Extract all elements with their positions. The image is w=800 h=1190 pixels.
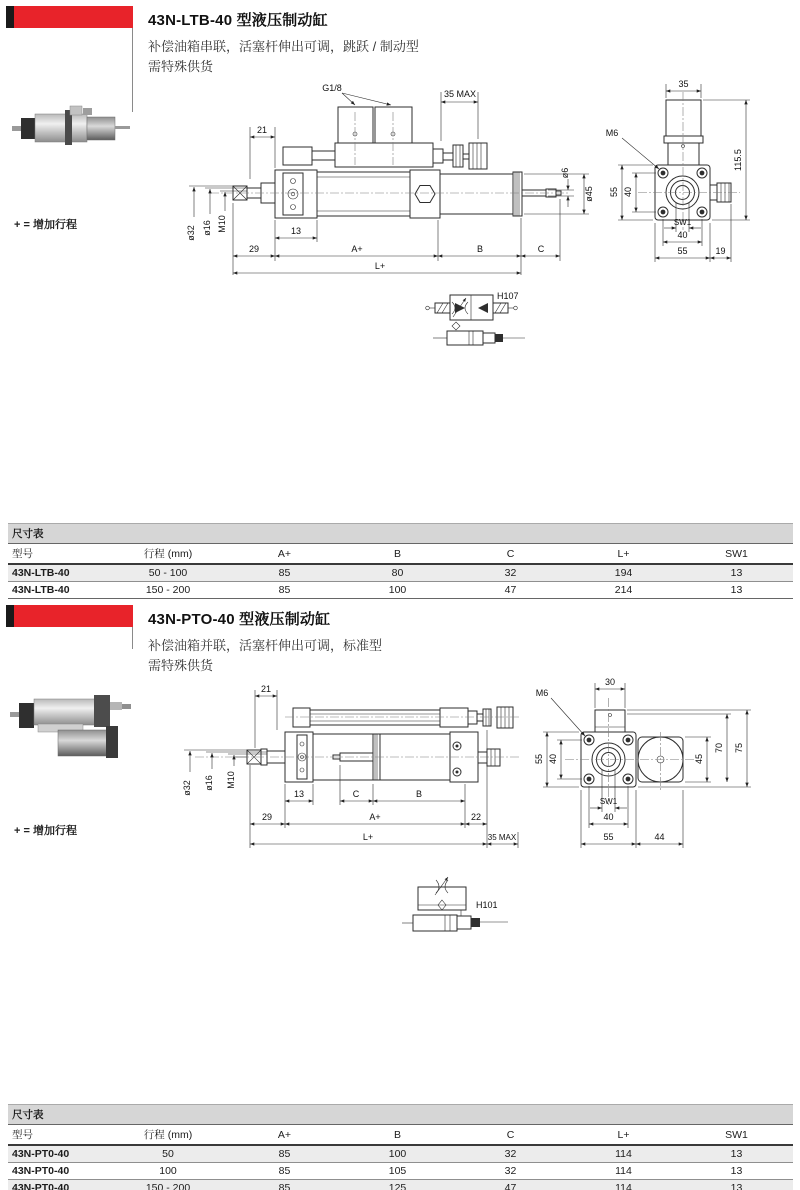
dim-label: ø16	[204, 775, 214, 791]
dims-table-pto	[8, 1104, 793, 1190]
col-header-aplus: A+	[228, 544, 341, 565]
accent-red-block	[14, 605, 133, 627]
table-header-row	[8, 544, 793, 565]
col-header-stroke: 行程 (mm)	[108, 1125, 228, 1146]
col-header-model: 型号	[8, 1125, 108, 1146]
accent-black-block	[6, 605, 14, 627]
col-header-sw1: SW1	[680, 544, 793, 565]
dim-label: 35	[678, 79, 689, 89]
product-photo-pto	[8, 690, 143, 770]
dim-label: ø16	[202, 220, 212, 236]
schematic-label: H101	[476, 900, 498, 910]
section1-desc-line2: 需特殊供货	[148, 59, 214, 74]
col-header-b: B	[341, 544, 454, 565]
product-photo-ltb	[10, 100, 135, 158]
dim-label: 13	[293, 789, 305, 799]
dim-label: B	[476, 244, 484, 254]
dim-label: M6	[535, 688, 549, 698]
dim-label: 21	[256, 125, 268, 135]
col-header-sw1: SW1	[680, 1125, 793, 1146]
col-header-aplus: A+	[228, 1125, 341, 1146]
dim-label: L+	[374, 261, 386, 271]
dim-label: 40	[677, 230, 688, 240]
col-header-stroke: 行程 (mm)	[108, 544, 228, 565]
section2-title: 43N-PTO-40 型液压制动缸	[148, 611, 331, 628]
hydraulic-schematic-h101	[400, 858, 540, 948]
side-view-drawing-ltb	[180, 75, 595, 285]
end-view-drawing-ltb	[598, 78, 798, 290]
dim-label: M10	[226, 771, 236, 789]
dim-label: 40	[603, 812, 614, 822]
dim-label: ø32	[182, 780, 192, 796]
dim-label: 22	[470, 812, 482, 822]
dim-label: ø32	[186, 225, 196, 241]
table-caption: 尺寸表	[8, 524, 793, 544]
dim-label: 29	[248, 244, 260, 254]
dims-table-ltb	[8, 523, 793, 599]
dim-label: A+	[369, 812, 381, 822]
section2-divider-line	[132, 627, 133, 649]
side-view-drawing-pto	[175, 672, 535, 867]
table-caption-row	[8, 524, 793, 544]
dim-label: M6	[605, 128, 619, 138]
hydraulic-schematic-h107	[425, 283, 565, 368]
dim-label: C	[537, 244, 545, 254]
table-row: 43N-PT0-40 100 85 105 32 114 13	[8, 1163, 793, 1180]
dim-label: 75	[734, 742, 744, 754]
table-row: 43N-PT0-40 150 - 200 85 125 47 114 13	[8, 1180, 793, 1190]
dim-label: SW1	[673, 218, 692, 227]
section1-accent-bar	[6, 6, 133, 28]
table-row: 43N-LTB-40 50 - 100 85 80 32 194 13	[8, 564, 793, 582]
dim-label: 40	[623, 186, 633, 198]
col-header-c: C	[454, 1125, 567, 1146]
dim-label: 30	[604, 677, 616, 687]
dim-label: L+	[362, 832, 374, 842]
table-row: 43N-PT0-40 50 85 100 32 114 13	[8, 1145, 793, 1163]
dim-label: 35 MAX	[487, 833, 517, 842]
dim-label: SW1	[599, 797, 618, 806]
dim-label: 55	[603, 832, 614, 842]
dim-label: 29	[261, 812, 273, 822]
dim-label: 55	[534, 753, 544, 765]
dim-label: M10	[217, 215, 227, 233]
section2-desc-line2: 需特殊供货	[148, 658, 214, 673]
dim-label: 21	[260, 684, 272, 694]
dim-label: C	[352, 789, 360, 799]
section1-stroke-note: + = 增加行程	[14, 219, 77, 231]
section2-accent-bar	[6, 605, 133, 627]
table-header-row	[8, 1125, 793, 1146]
dim-label: ø45	[584, 186, 594, 202]
dim-label: B	[415, 789, 423, 799]
dim-label: 115.5	[733, 149, 743, 171]
dim-label: 19	[715, 246, 726, 256]
dim-label: A+	[351, 244, 363, 254]
col-header-c: C	[454, 544, 567, 565]
dim-label: 55	[609, 186, 619, 198]
section2-stroke-note: + = 增加行程	[14, 825, 77, 837]
col-header-b: B	[341, 1125, 454, 1146]
col-header-lplus: L+	[567, 544, 680, 565]
dim-label: 45	[694, 753, 704, 765]
accent-red-block	[14, 6, 133, 28]
table-row: 43N-LTB-40 150 - 200 85 100 47 214 13	[8, 582, 793, 599]
table-caption: 尺寸表	[8, 1105, 793, 1125]
schematic-label: H107	[497, 291, 519, 301]
dim-label: 44	[654, 832, 665, 842]
section1-desc-line1: 补偿油箱串联，活塞杆伸出可调，跳跃 / 制动型	[148, 39, 419, 54]
dim-label: 35 MAX	[443, 89, 477, 99]
dim-label: 70	[714, 742, 724, 754]
col-header-lplus: L+	[567, 1125, 680, 1146]
end-view-drawing-pto	[525, 670, 795, 862]
table-caption-row	[8, 1105, 793, 1125]
dim-label: 13	[290, 226, 302, 236]
dim-label: 55	[677, 246, 688, 256]
section1-title: 43N-LTB-40 型液压制动缸	[148, 12, 328, 29]
accent-black-block	[6, 6, 14, 28]
section2-desc-line1: 补偿油箱并联，活塞杆伸出可调，标准型	[148, 638, 383, 653]
dim-label: 40	[548, 753, 558, 765]
dim-label: G1/8	[322, 83, 342, 93]
dim-label: ø6	[560, 167, 570, 179]
col-header-model: 型号	[8, 544, 108, 565]
